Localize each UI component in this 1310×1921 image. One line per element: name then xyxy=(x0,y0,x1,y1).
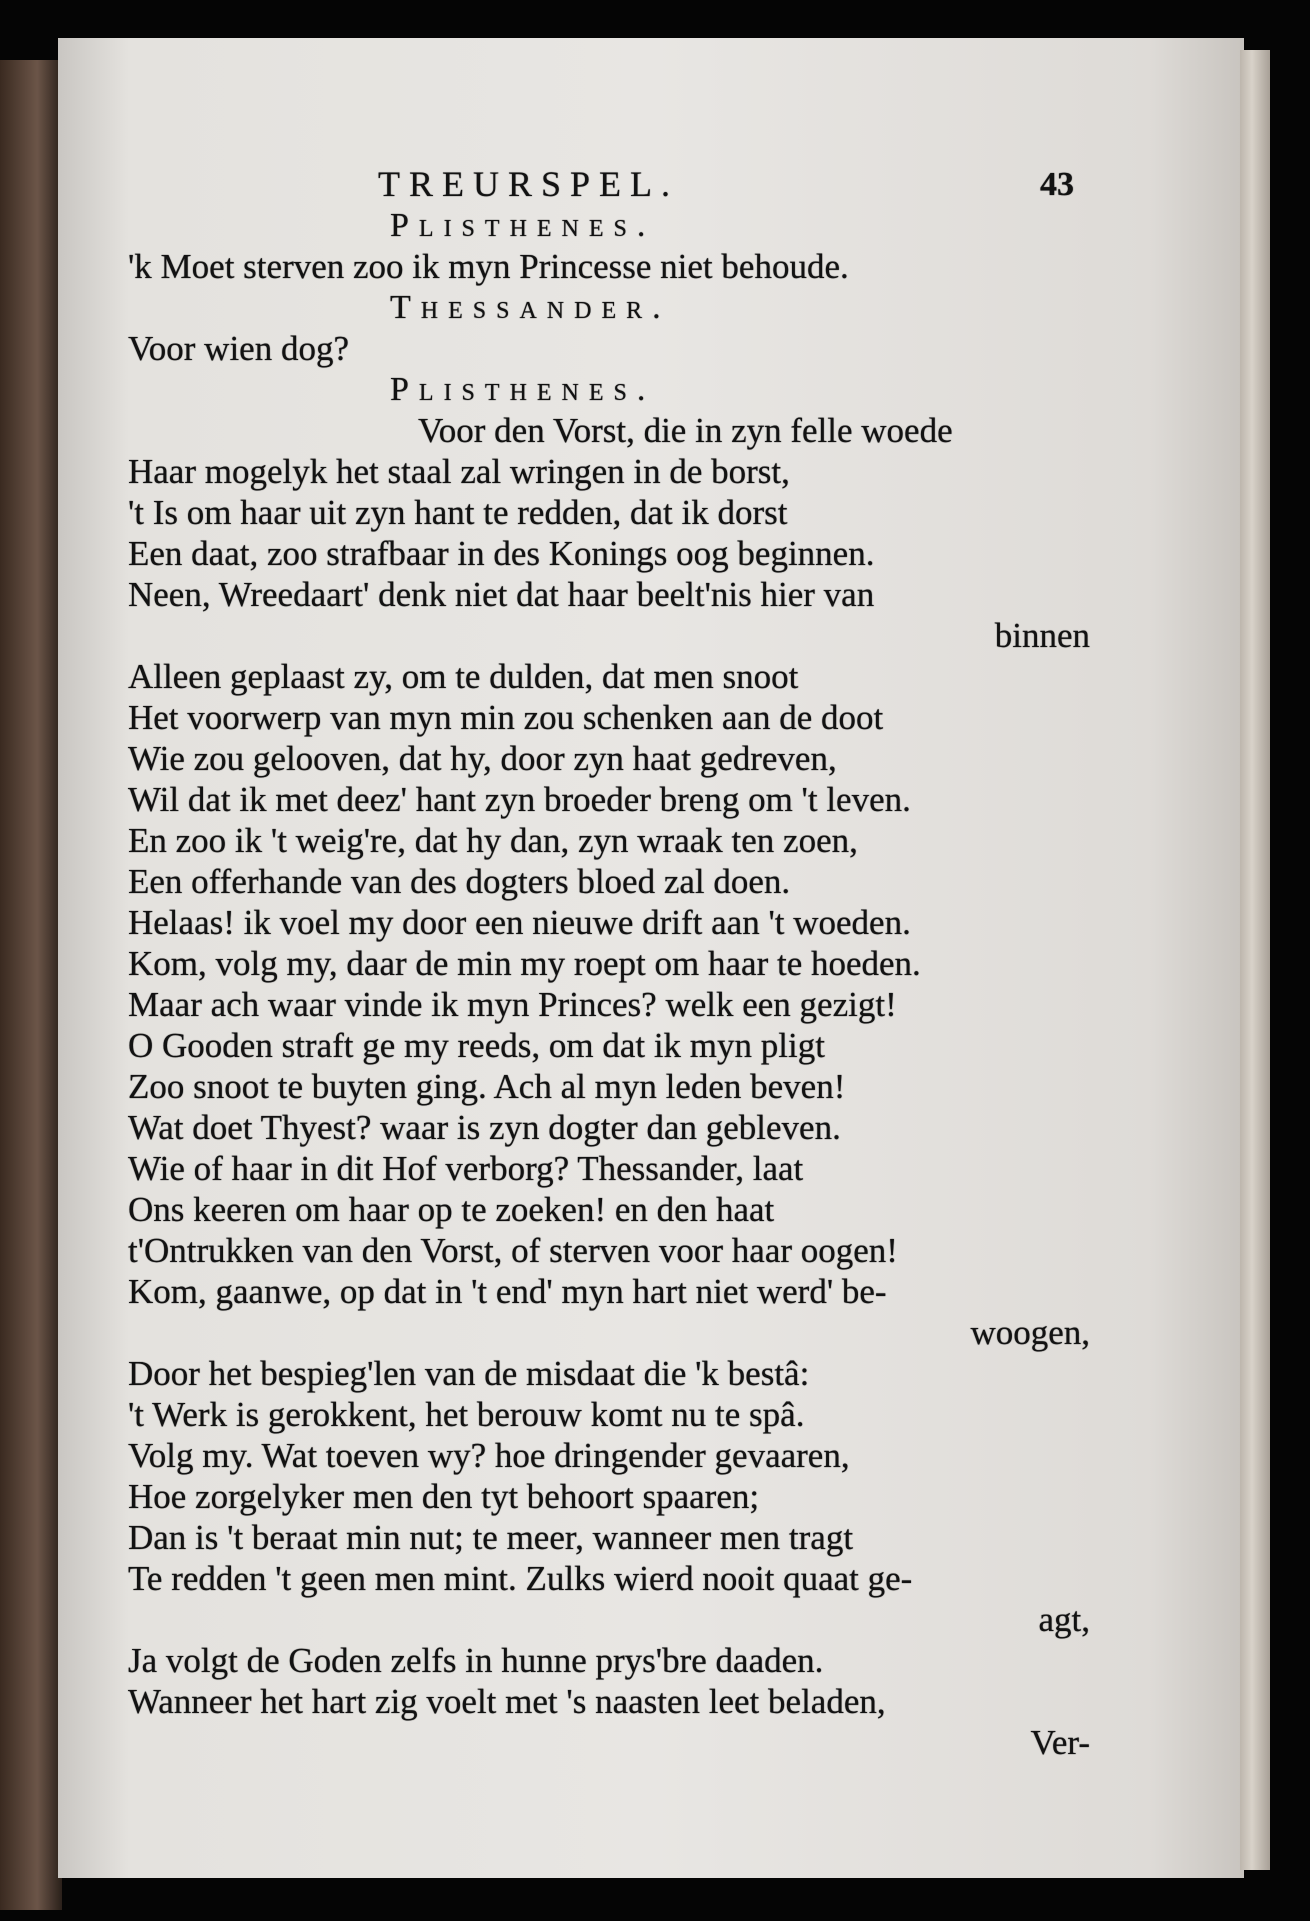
speaker-name: Plisthenes. xyxy=(390,371,656,408)
verse-line: Helaas! ik voel my door een nieuwe drift aan 't woeden. xyxy=(128,903,911,942)
verse-line: Volg my. Wat toeven wy? hoe dringender gevaaren, xyxy=(128,1436,850,1475)
verse-line: Het voorwerp van myn min zou schenken aan de doot xyxy=(128,698,884,737)
verse-line: Een offerhande van des dogters bloed zal doen. xyxy=(128,862,791,901)
verse-line: Neen, Wreedaart' denk niet dat haar beelt'nis hier van xyxy=(128,575,875,614)
page-stack-edge xyxy=(1240,50,1270,1870)
verse-line: t'Ontrukken van den Vorst, of sterven voor haar oogen! xyxy=(128,1231,898,1270)
verse-line: Voor wien dog? xyxy=(128,329,349,368)
verse-line: Wie zou gelooven, dat hy, door zyn haat gedreven, xyxy=(128,739,837,778)
verse-line: Te redden 't geen men mint. Zulks wierd nooit quaat ge- xyxy=(128,1559,913,1598)
verse-turnover: binnen xyxy=(994,616,1090,655)
page-text xyxy=(128,164,1090,1763)
verse-line: Een daat, zoo strafbaar in des Konings oog beginnen. xyxy=(128,534,875,573)
verse-lines xyxy=(128,205,1090,1763)
verse-line: 't Werk is gerokkent, het berouw komt nu te spâ. xyxy=(128,1395,805,1434)
page-number: 43 xyxy=(1040,166,1074,203)
verse-turnover: woogen, xyxy=(970,1313,1090,1352)
speaker-name: Plisthenes. xyxy=(390,207,656,244)
running-title: TREURSPEL. xyxy=(378,164,680,204)
verse-line-indented: Voor den Vorst, die in zyn felle woede xyxy=(418,411,953,450)
verse-line: Alleen geplaast zy, om te dulden, dat men snoot xyxy=(128,657,799,696)
verse-line: Maar ach waar vinde ik myn Princes? welk een gezigt! xyxy=(128,985,897,1024)
verse-line: Wie of haar in dit Hof verborg? Thessander, laat xyxy=(128,1149,804,1188)
verse-line: Ons keeren om haar op te zoeken! en den haat xyxy=(128,1190,775,1229)
verse-line: 't Is om haar uit zyn hant te redden, dat ik dorst xyxy=(128,493,788,532)
verse-turnover: agt, xyxy=(1038,1600,1090,1639)
verse-line: Wanneer het hart zig voelt met 's naasten leet beladen, xyxy=(128,1682,886,1721)
verse-line: Kom, volg my, daar de min my roept om haar te hoeden. xyxy=(128,944,921,983)
verse-line: Door het bespieg'len van de misdaat die 'k bestâ: xyxy=(128,1354,810,1393)
verse-line: Wat doet Thyest? waar is zyn dogter dan gebleven. xyxy=(128,1108,841,1147)
page-header xyxy=(128,164,1090,205)
facing-page-edge xyxy=(0,60,62,1910)
verse-line: Haar mogelyk het staal zal wringen in de borst, xyxy=(128,452,790,491)
verse-line: 'k Moet sterven zoo ik myn Princesse niet behoude. xyxy=(128,247,849,286)
verse-line: En zoo ik 't weig're, dat hy dan, zyn wraak ten zoen, xyxy=(128,821,858,860)
catchword: Ver- xyxy=(1030,1723,1090,1762)
verse-line: Wil dat ik met deez' hant zyn broeder breng om 't leven. xyxy=(128,780,911,819)
verse-line: Zoo snoot te buyten ging. Ach al myn leden beven! xyxy=(128,1067,846,1106)
verse-line: Hoe zorgelyker men den tyt behoort spaaren; xyxy=(128,1477,760,1516)
verse-line: Dan is 't beraat min nut; te meer, wanneer men tragt xyxy=(128,1518,854,1557)
verse-line: Kom, gaanwe, op dat in 't end' myn hart niet werd' be- xyxy=(128,1272,887,1311)
verse-line: Ja volgt de Goden zelfs in hunne prys'bre daaden. xyxy=(128,1641,824,1680)
speaker-name: Thessander. xyxy=(390,289,671,326)
verse-line: O Gooden straft ge my reeds, om dat ik myn pligt xyxy=(128,1026,825,1065)
